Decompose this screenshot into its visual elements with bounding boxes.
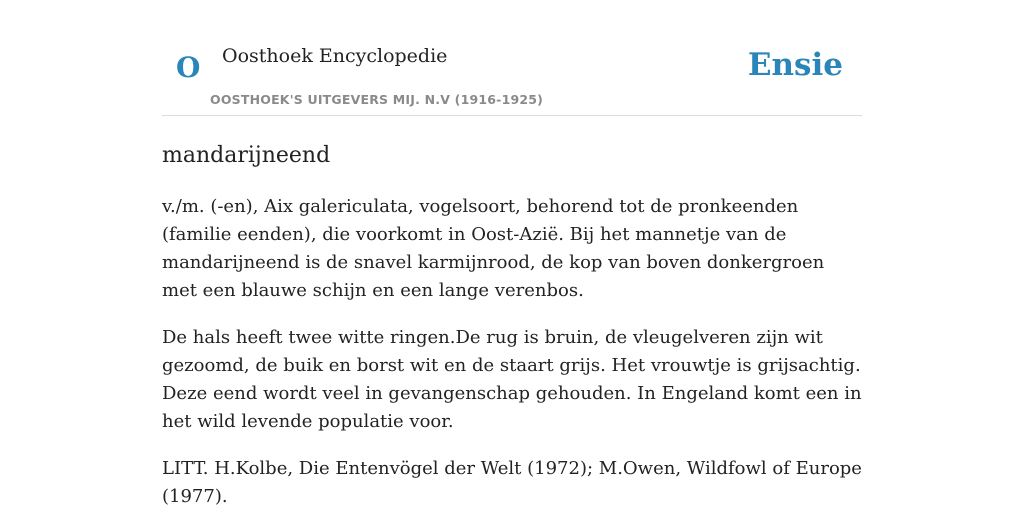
page-container	[162, 0, 862, 511]
brand-logo-link[interactable]: Ensie	[747, 47, 843, 83]
site-header	[162, 0, 862, 116]
article-paragraph: v./m. (-en), Aix galericulata, vogelsoort, behorend tot de pronkeenden (familie eenden), die voorkomt in Oost-Azië. Bij het mannetje van de mandarijneend is de snavel karmijnrood, de kop van boven donkergroen met een blauwe schijn en een lange verenbos.	[162, 196, 825, 302]
site-logo-link[interactable]: O	[176, 51, 201, 84]
article	[162, 143, 862, 511]
article-headword: mandarijneend	[162, 143, 331, 168]
site-title-link[interactable]: Oosthoek Encyclopedie	[222, 45, 448, 67]
site-subtitle: OOSTHOEK'S UITGEVERS MIJ. N.V (1916-1925)	[210, 92, 544, 107]
article-paragraph: De hals heeft twee witte ringen.De rug is bruin, de vleugelveren zijn wit gezoomd, de buik en borst wit en de staart grijs. Het vrouwtje is grijsachtig. Deze eend wordt veel in gevangenschap gehouden. In Engeland komt een in het wild levende populatie voor.	[162, 327, 862, 433]
article-literature: LITT. H.Kolbe, Die Entenvögel der Welt (1972); M.Owen, Wildfowl of Europe (1977).	[162, 458, 862, 508]
